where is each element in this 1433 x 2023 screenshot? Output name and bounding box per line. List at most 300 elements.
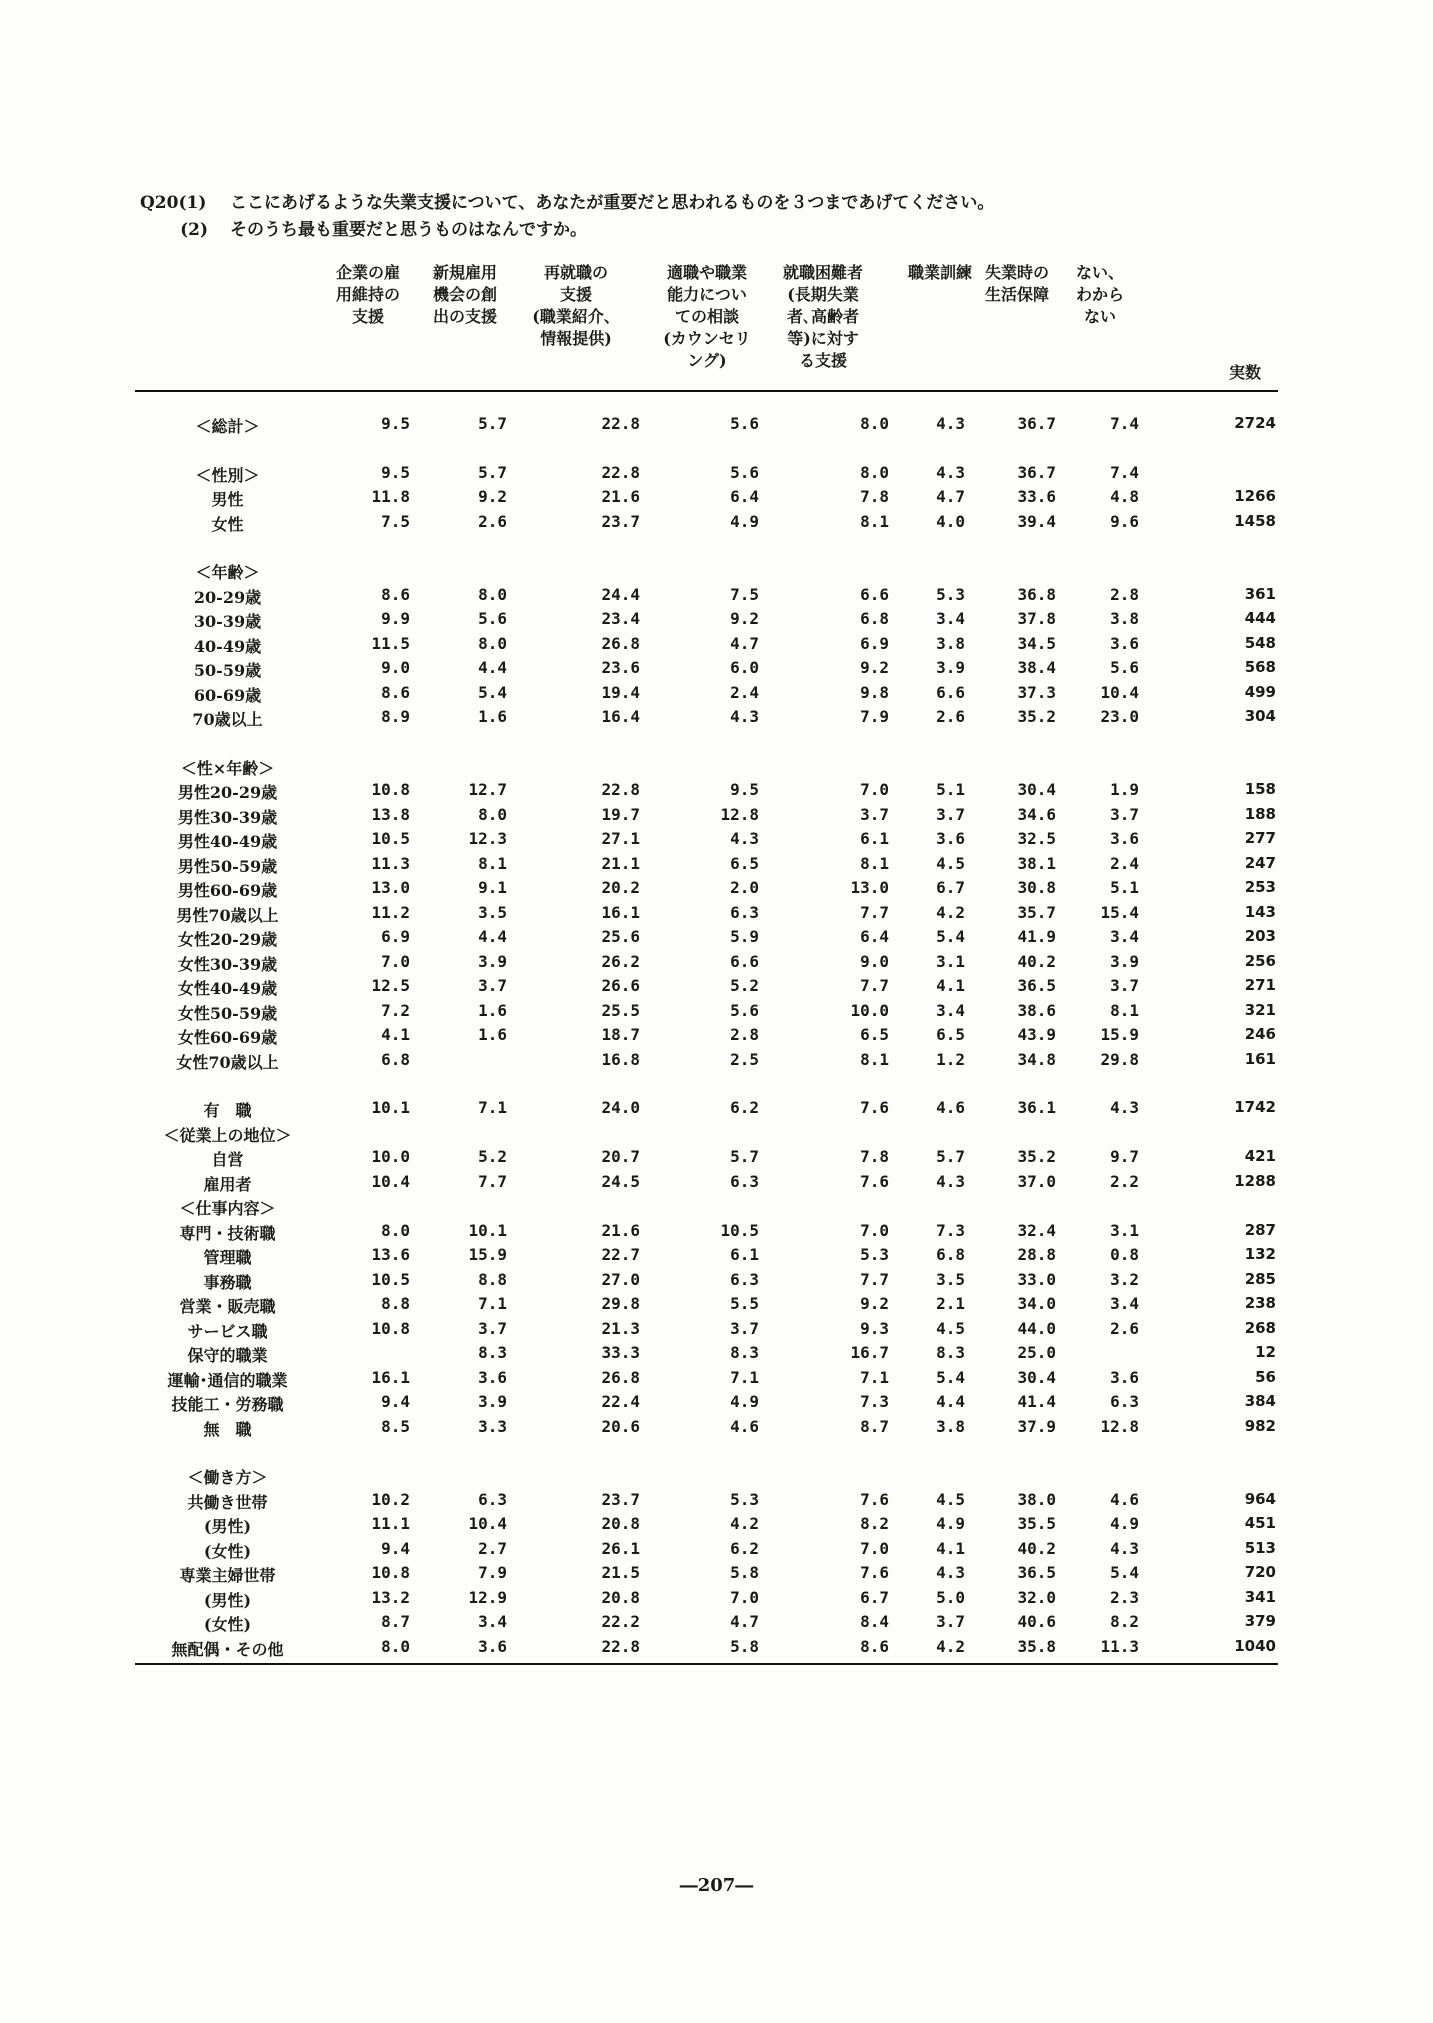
cell-value: 6.5 bbox=[730, 853, 759, 873]
cell-value: 3.9 bbox=[478, 951, 507, 971]
cell-value: 33.6 bbox=[1017, 487, 1056, 506]
cell-value: 5.5 bbox=[730, 1294, 759, 1313]
cell-value: 3.1 bbox=[1110, 1220, 1139, 1240]
cell-value: 4.3 bbox=[1110, 1538, 1139, 1558]
column-header: 就職困難者 (長期失業 者､高齢者 等)に対す る支援 bbox=[782, 263, 863, 370]
cell-value: 4.5 bbox=[936, 853, 965, 873]
cell-value: 2.3 bbox=[1110, 1587, 1139, 1607]
cell-value: 11.2 bbox=[371, 902, 410, 922]
cell-value: 7.7 bbox=[478, 1171, 507, 1191]
cell-count: 256 bbox=[1244, 951, 1276, 970]
cell-value: 7.6 bbox=[860, 1563, 889, 1582]
cell-count: 384 bbox=[1244, 1392, 1276, 1410]
cell-value: 10.1 bbox=[371, 1098, 410, 1117]
cell-value: 6.6 bbox=[936, 682, 965, 702]
cell-value: 9.6 bbox=[1110, 511, 1139, 531]
cell-value: 7.7 bbox=[860, 976, 889, 995]
cell-value: 9.2 bbox=[860, 658, 889, 677]
cell-value: 8.2 bbox=[860, 1514, 889, 1533]
cell-value: 13.2 bbox=[371, 1587, 410, 1607]
cell-value: 13.0 bbox=[850, 878, 889, 897]
cell-value: 23.7 bbox=[601, 511, 640, 531]
cell-value: 4.3 bbox=[1110, 1098, 1139, 1117]
cell-count: 188 bbox=[1244, 804, 1276, 823]
cell-value: 10.8 bbox=[371, 1563, 410, 1582]
cell-value: 5.7 bbox=[478, 414, 507, 433]
cell-value: 24.0 bbox=[601, 1098, 640, 1117]
table-row bbox=[135, 1343, 1278, 1367]
cell-value: 21.1 bbox=[601, 853, 640, 873]
cell-value: 4.4 bbox=[478, 658, 507, 677]
cell-value: 20.2 bbox=[601, 878, 640, 897]
table-row bbox=[135, 609, 1278, 633]
cell-value: 24.5 bbox=[601, 1171, 640, 1191]
cell-value: 6.8 bbox=[860, 609, 889, 628]
cell-value: 11.5 bbox=[371, 633, 410, 653]
cell-value: 4.2 bbox=[730, 1514, 759, 1533]
cell-value: 7.0 bbox=[860, 1538, 889, 1558]
cell-value: 8.6 bbox=[381, 584, 410, 604]
table-row bbox=[135, 512, 1278, 536]
cell-value: 13.8 bbox=[371, 804, 410, 824]
cell-value: 1.6 bbox=[478, 1025, 507, 1044]
cell-value: 22.8 bbox=[601, 414, 640, 433]
cell-value: 7.6 bbox=[860, 1098, 889, 1117]
cell-value: 5.0 bbox=[936, 1587, 965, 1607]
cell-value: 26.6 bbox=[601, 976, 640, 995]
table-row bbox=[135, 1196, 1278, 1220]
cell-value: 21.5 bbox=[601, 1563, 640, 1582]
table-row bbox=[135, 463, 1278, 487]
cell-value: 11.8 bbox=[371, 487, 410, 506]
cell-value: 9.2 bbox=[478, 487, 507, 506]
cell-value: 12.8 bbox=[1100, 1416, 1139, 1436]
cell-value: 6.5 bbox=[860, 1025, 889, 1044]
cell-value: 4.5 bbox=[936, 1489, 965, 1509]
cell-value: 7.6 bbox=[860, 1171, 889, 1191]
row-label: (女性) bbox=[203, 1541, 252, 1561]
cell-value: 8.5 bbox=[381, 1416, 410, 1436]
cell-value: 9.4 bbox=[381, 1392, 410, 1411]
row-label: 雇用者 bbox=[203, 1174, 252, 1194]
cell-value: 3.6 bbox=[1110, 633, 1139, 653]
row-label: 自営 bbox=[211, 1150, 244, 1169]
cell-value: 9.3 bbox=[860, 1318, 889, 1338]
cell-value: 35.2 bbox=[1017, 1147, 1056, 1166]
question-number: Q20(1) bbox=[140, 193, 207, 213]
cell-value: 7.9 bbox=[860, 707, 889, 726]
cell-value: 8.0 bbox=[381, 1636, 410, 1656]
cell-value: 26.8 bbox=[601, 1367, 640, 1387]
cell-value: 25.5 bbox=[601, 1000, 640, 1020]
page-number: ―207― bbox=[679, 1875, 754, 1896]
table-row bbox=[135, 585, 1278, 609]
cell-value: 30.4 bbox=[1017, 780, 1056, 799]
cell-value: 5.3 bbox=[730, 1489, 759, 1509]
cell-value: 36.7 bbox=[1017, 414, 1056, 433]
cell-value: 9.8 bbox=[860, 682, 889, 702]
cell-value: 7.5 bbox=[730, 584, 759, 604]
cell-value: 22.7 bbox=[601, 1245, 640, 1264]
table-row bbox=[135, 707, 1278, 731]
table-row bbox=[135, 414, 1278, 438]
cell-value: 10.4 bbox=[468, 1514, 507, 1533]
cell-value: 10.0 bbox=[371, 1147, 410, 1166]
cell-value: 35.2 bbox=[1017, 707, 1056, 726]
cell-count: 56 bbox=[1255, 1367, 1276, 1386]
row-label: ＜総計＞ bbox=[195, 417, 260, 436]
cell-value: 29.8 bbox=[1100, 1049, 1139, 1069]
cell-value: 23.6 bbox=[601, 658, 640, 677]
cell-value: 3.8 bbox=[1110, 609, 1139, 628]
table-row bbox=[135, 805, 1278, 829]
cell-count: 1040 bbox=[1234, 1636, 1276, 1655]
cell-value: 8.9 bbox=[381, 707, 410, 726]
row-label: ＜年齢＞ bbox=[195, 563, 260, 582]
cell-value: 1.9 bbox=[1110, 780, 1139, 799]
cell-value: 9.7 bbox=[1110, 1147, 1139, 1166]
cell-value: 4.3 bbox=[936, 414, 965, 433]
header-rule bbox=[135, 390, 1278, 392]
table-row bbox=[135, 1025, 1278, 1049]
cell-value: 6.6 bbox=[860, 584, 889, 604]
cell-value: 26.2 bbox=[601, 951, 640, 971]
table-row bbox=[135, 927, 1278, 951]
table-row bbox=[135, 1490, 1278, 1514]
cell-value: 4.2 bbox=[936, 902, 965, 922]
cell-value: 8.4 bbox=[860, 1612, 889, 1631]
cell-value: 3.4 bbox=[1110, 1294, 1139, 1313]
cell-value: 4.9 bbox=[1110, 1514, 1139, 1533]
cell-value: 2.6 bbox=[478, 511, 507, 531]
cell-value: 6.3 bbox=[478, 1489, 507, 1509]
row-label: ＜従業上の地位＞ bbox=[163, 1125, 292, 1145]
cell-value: 24.4 bbox=[601, 584, 640, 604]
row-label: 20-29歳 bbox=[193, 587, 262, 607]
table-row bbox=[135, 658, 1278, 682]
survey-table bbox=[135, 262, 1278, 1659]
cell-value: 7.1 bbox=[860, 1367, 889, 1387]
cell-value: 4.4 bbox=[478, 927, 507, 946]
cell-value: 3.7 bbox=[478, 1318, 507, 1338]
row-label: 男性50-59歳 bbox=[177, 856, 278, 876]
cell-value: 5.1 bbox=[1110, 878, 1139, 897]
cell-value: 11.1 bbox=[371, 1514, 410, 1533]
table-row bbox=[135, 1368, 1278, 1392]
column-header: 実数 bbox=[1228, 363, 1261, 382]
cell-value: 3.7 bbox=[1110, 976, 1139, 995]
cell-value: 5.8 bbox=[730, 1636, 759, 1656]
cell-value: 4.3 bbox=[936, 1563, 965, 1582]
cell-value: 35.8 bbox=[1017, 1636, 1056, 1656]
cell-value: 37.8 bbox=[1017, 609, 1056, 628]
cell-value: 12.9 bbox=[468, 1587, 507, 1607]
table-row bbox=[135, 560, 1278, 584]
cell-value: 5.3 bbox=[936, 584, 965, 604]
cell-value: 8.1 bbox=[860, 511, 889, 531]
cell-value: 7.9 bbox=[478, 1563, 507, 1582]
cell-value: 3.7 bbox=[860, 804, 889, 824]
cell-value: 4.6 bbox=[936, 1098, 965, 1117]
cell-value: 6.3 bbox=[730, 902, 759, 922]
cell-value: 5.9 bbox=[730, 927, 759, 946]
cell-value: 3.7 bbox=[936, 1612, 965, 1631]
cell-value: 22.8 bbox=[601, 1636, 640, 1656]
cell-value: 3.7 bbox=[730, 1318, 759, 1338]
cell-value: 10.8 bbox=[371, 1318, 410, 1338]
table-row bbox=[135, 1050, 1278, 1074]
cell-value: 1.6 bbox=[478, 707, 507, 726]
cell-value: 8.3 bbox=[478, 1343, 507, 1362]
cell-count: 361 bbox=[1244, 584, 1276, 603]
table-row bbox=[135, 1539, 1278, 1563]
cell-value: 8.7 bbox=[860, 1416, 889, 1436]
cell-count: 444 bbox=[1244, 609, 1276, 627]
row-label: 事務職 bbox=[203, 1272, 252, 1292]
cell-value: 44.0 bbox=[1017, 1318, 1056, 1338]
cell-value: 6.2 bbox=[730, 1098, 759, 1117]
cell-value: 2.4 bbox=[730, 682, 759, 702]
cell-value: 3.6 bbox=[1110, 1367, 1139, 1387]
cell-value: 4.6 bbox=[1110, 1489, 1139, 1509]
cell-value: 10.1 bbox=[468, 1220, 507, 1240]
cell-value: 5.4 bbox=[936, 1367, 965, 1387]
cell-value: 36.5 bbox=[1017, 976, 1056, 995]
question-line bbox=[140, 217, 1290, 244]
cell-value: 10.5 bbox=[720, 1220, 759, 1240]
cell-value: 40.2 bbox=[1017, 951, 1056, 971]
cell-value: 2.5 bbox=[730, 1049, 759, 1069]
cell-value: 4.3 bbox=[730, 707, 759, 726]
cell-value: 16.4 bbox=[601, 707, 640, 726]
cell-value: 8.6 bbox=[381, 682, 410, 702]
cell-value: 38.0 bbox=[1017, 1489, 1056, 1509]
cell-value: 2.0 bbox=[730, 878, 759, 897]
question-text: そのうち最も重要だと思うものはなんですか。 bbox=[230, 220, 587, 240]
cell-value: 2.2 bbox=[1110, 1171, 1139, 1191]
cell-value: 32.4 bbox=[1017, 1220, 1056, 1240]
cell-value: 27.0 bbox=[601, 1269, 640, 1289]
row-label: 有 職 bbox=[203, 1101, 252, 1120]
cell-count: 203 bbox=[1244, 927, 1276, 945]
cell-value: 19.7 bbox=[601, 804, 640, 824]
table-row bbox=[135, 1221, 1278, 1245]
row-label: 男性 bbox=[211, 490, 244, 509]
cell-value: 4.2 bbox=[936, 1636, 965, 1656]
cell-value: 4.4 bbox=[936, 1392, 965, 1411]
cell-value: 3.3 bbox=[478, 1416, 507, 1436]
cell-count: 253 bbox=[1244, 878, 1276, 896]
table-row bbox=[135, 487, 1278, 511]
table-row bbox=[135, 1465, 1278, 1489]
cell-value: 12.7 bbox=[468, 780, 507, 799]
cell-value: 6.9 bbox=[860, 633, 889, 653]
cell-value: 30.8 bbox=[1017, 878, 1056, 897]
row-label: 無 職 bbox=[203, 1419, 252, 1439]
cell-value: 40.6 bbox=[1017, 1612, 1056, 1631]
cell-value: 23.7 bbox=[601, 1489, 640, 1509]
cell-value: 7.2 bbox=[381, 1000, 410, 1020]
row-label: 専門・技術職 bbox=[179, 1223, 276, 1243]
cell-value: 4.9 bbox=[730, 1392, 759, 1411]
cell-value: 11.3 bbox=[1100, 1636, 1139, 1656]
cell-value: 37.9 bbox=[1017, 1416, 1056, 1436]
cell-value: 2.8 bbox=[730, 1025, 759, 1044]
cell-value: 40.2 bbox=[1017, 1538, 1056, 1558]
cell-value: 10.4 bbox=[371, 1171, 410, 1191]
table-row bbox=[135, 1123, 1278, 1147]
cell-value: 6.3 bbox=[730, 1171, 759, 1191]
row-label: 男性60-69歳 bbox=[177, 881, 278, 900]
cell-count: 568 bbox=[1244, 658, 1276, 676]
cell-value: 6.7 bbox=[860, 1587, 889, 1607]
cell-value: 28.8 bbox=[1017, 1245, 1056, 1264]
cell-value: 43.9 bbox=[1017, 1025, 1056, 1044]
cell-count: 1266 bbox=[1234, 487, 1276, 505]
cell-value: 4.9 bbox=[936, 1514, 965, 1533]
row-label: 女性50-59歳 bbox=[177, 1003, 278, 1023]
cell-value: 23.4 bbox=[601, 609, 640, 628]
cell-value: 38.4 bbox=[1017, 658, 1056, 677]
table-row bbox=[135, 1588, 1278, 1612]
cell-value: 32.0 bbox=[1017, 1587, 1056, 1607]
cell-value: 7.1 bbox=[730, 1367, 759, 1387]
cell-value: 4.7 bbox=[730, 1612, 759, 1631]
table-row bbox=[135, 1001, 1278, 1025]
table-row bbox=[135, 854, 1278, 878]
row-label: 無配偶・その他 bbox=[171, 1639, 284, 1659]
cell-value: 34.5 bbox=[1017, 633, 1056, 653]
row-label: 管理職 bbox=[203, 1248, 252, 1267]
cell-value: 20.6 bbox=[601, 1416, 640, 1436]
cell-value: 6.8 bbox=[381, 1049, 410, 1069]
cell-value: 5.4 bbox=[936, 927, 965, 946]
cell-value: 12.3 bbox=[468, 829, 507, 848]
cell-value: 9.5 bbox=[381, 462, 410, 482]
cell-value: 12.5 bbox=[371, 976, 410, 995]
column-header: 適職や職業 能力につい ての相談 (カウンセリ ング) bbox=[663, 263, 751, 370]
cell-value: 2.8 bbox=[1110, 584, 1139, 604]
cell-value: 7.1 bbox=[478, 1098, 507, 1117]
cell-value: 3.8 bbox=[936, 1416, 965, 1436]
cell-value: 3.7 bbox=[478, 976, 507, 995]
row-label: ＜働き方＞ bbox=[187, 1468, 268, 1487]
cell-count: 1742 bbox=[1234, 1098, 1276, 1116]
cell-value: 5.6 bbox=[1110, 658, 1139, 677]
cell-value: 34.0 bbox=[1017, 1294, 1056, 1313]
cell-count: 341 bbox=[1244, 1587, 1276, 1606]
cell-value: 7.0 bbox=[860, 1220, 889, 1240]
cell-value: 21.3 bbox=[601, 1318, 640, 1338]
cell-count: 246 bbox=[1244, 1025, 1276, 1043]
row-label: 30-39歳 bbox=[193, 612, 262, 631]
row-label: サービス職 bbox=[187, 1321, 268, 1341]
row-label: 男性20-29歳 bbox=[177, 783, 278, 802]
cell-value: 10.0 bbox=[850, 1000, 889, 1020]
cell-value: 3.9 bbox=[478, 1392, 507, 1411]
cell-value: 9.2 bbox=[860, 1294, 889, 1313]
cell-count: 421 bbox=[1244, 1147, 1276, 1165]
cell-value: 19.4 bbox=[601, 682, 640, 702]
cell-value: 5.4 bbox=[478, 682, 507, 702]
cell-value: 7.3 bbox=[936, 1220, 965, 1240]
cell-value: 7.0 bbox=[860, 780, 889, 799]
cell-value: 5.3 bbox=[860, 1245, 889, 1264]
cell-value: 5.7 bbox=[478, 462, 507, 482]
cell-value: 8.0 bbox=[381, 1220, 410, 1240]
cell-count: 247 bbox=[1244, 853, 1276, 872]
cell-count: 1458 bbox=[1234, 511, 1276, 530]
cell-value: 4.8 bbox=[1110, 487, 1139, 506]
cell-count: 982 bbox=[1244, 1416, 1276, 1435]
cell-value: 8.2 bbox=[1110, 1612, 1139, 1631]
cell-value: 8.0 bbox=[478, 804, 507, 824]
cell-value: 8.1 bbox=[860, 853, 889, 873]
cell-value: 5.2 bbox=[730, 976, 759, 995]
cell-value: 26.1 bbox=[601, 1538, 640, 1558]
cell-value: 18.7 bbox=[601, 1025, 640, 1044]
cell-count: 158 bbox=[1244, 780, 1276, 798]
row-label: ＜性×年齢＞ bbox=[180, 758, 275, 778]
cell-value: 9.5 bbox=[730, 780, 759, 799]
row-label: 運輸･通信的職業 bbox=[167, 1370, 288, 1390]
cell-value: 7.8 bbox=[860, 487, 889, 506]
question-text: ここにあげるような失業支援について、あなたが重要だと思われるものを３つまであげてください。 bbox=[230, 193, 995, 213]
cell-value: 8.1 bbox=[1110, 1000, 1139, 1020]
cell-count: 277 bbox=[1244, 829, 1276, 847]
cell-value: 23.0 bbox=[1100, 707, 1139, 726]
table-row bbox=[135, 952, 1278, 976]
cell-value: 7.5 bbox=[381, 511, 410, 531]
cell-count: 964 bbox=[1244, 1489, 1276, 1508]
cell-count: 12 bbox=[1255, 1343, 1276, 1361]
table-row bbox=[135, 1098, 1278, 1122]
cell-value: 9.0 bbox=[381, 658, 410, 677]
cell-value: 6.5 bbox=[936, 1025, 965, 1044]
row-label: (女性) bbox=[203, 1615, 252, 1634]
cell-value: 3.9 bbox=[1110, 951, 1139, 971]
cell-value: 5.7 bbox=[936, 1147, 965, 1166]
table-row bbox=[135, 1392, 1278, 1416]
cell-count: 304 bbox=[1244, 707, 1276, 725]
cell-value: 6.7 bbox=[936, 878, 965, 897]
cell-value: 15.9 bbox=[1100, 1025, 1139, 1044]
cell-value: 29.8 bbox=[601, 1294, 640, 1313]
cell-count: 271 bbox=[1244, 976, 1276, 994]
cell-count: 379 bbox=[1244, 1612, 1276, 1630]
column-header: 失業時の 生活保障 bbox=[984, 263, 1049, 304]
cell-value: 7.3 bbox=[860, 1392, 889, 1411]
cell-value: 27.1 bbox=[601, 829, 640, 848]
cell-value: 4.3 bbox=[936, 1171, 965, 1191]
cell-value: 15.4 bbox=[1100, 902, 1139, 922]
cell-value: 36.8 bbox=[1017, 584, 1056, 604]
cell-count: 2724 bbox=[1234, 414, 1276, 432]
question-line bbox=[140, 190, 1290, 217]
table-row bbox=[135, 1637, 1278, 1661]
cell-value: 7.4 bbox=[1110, 462, 1139, 482]
cell-value: 5.4 bbox=[1110, 1563, 1139, 1582]
cell-value: 16.8 bbox=[601, 1049, 640, 1069]
cell-count: 143 bbox=[1244, 902, 1276, 921]
cell-value: 4.1 bbox=[936, 1538, 965, 1558]
cell-value: 4.1 bbox=[936, 976, 965, 995]
cell-count: 321 bbox=[1244, 1000, 1276, 1019]
cell-value: 5.1 bbox=[936, 780, 965, 799]
cell-value: 6.0 bbox=[730, 658, 759, 677]
cell-value: 15.9 bbox=[468, 1245, 507, 1264]
row-label: 70歳以上 bbox=[192, 710, 263, 729]
